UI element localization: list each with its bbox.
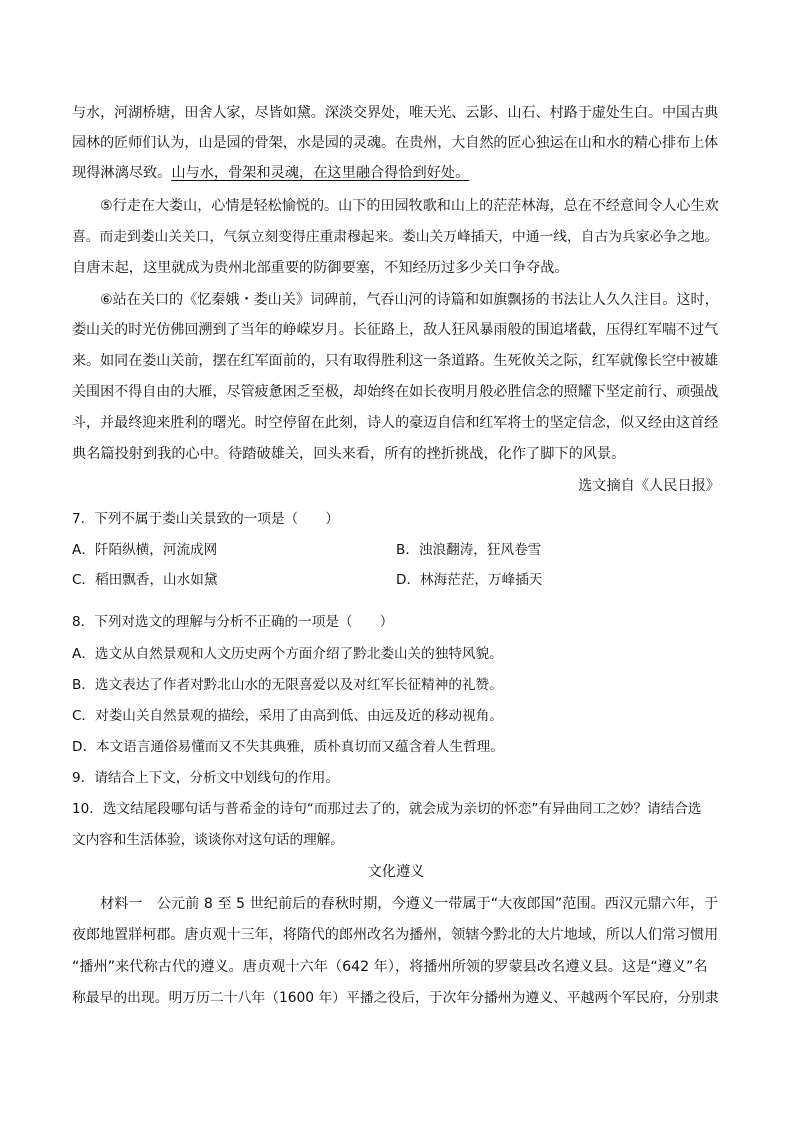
source-attribution: 选文摘自《人民日报》	[578, 478, 720, 494]
passage-line	[72, 163, 469, 183]
material-1-line: 称最早的出现。明万历二十八年（1600 年）平播之役后，于次年分播州为遵义、平越两个军民府，分别隶	[72, 990, 719, 1006]
question-8-option-d: D．本文语言通俗易懂而又不失其典雅，质朴真切而又蕴含着人生哲理。	[72, 739, 504, 755]
section-title: 文化遵义	[367, 864, 425, 880]
question-8-option-a: A．选文从自然景观和人文历史两个方面介绍了黔北娄山关的独特风貌。	[72, 646, 503, 662]
paragraph-5-line: 自唐末起，这里就成为贵州北部重要的防御要塞，不知经历过多少关口争夺战。	[72, 260, 569, 276]
paragraph-6-line: 关围困不得自由的大雁，尽管疲惫困乏至极，却始终在如长夜明月般必胜信念的照耀下坚定前行、顽强战	[72, 384, 719, 400]
question-8-option-b: B．选文表达了作者对黔北山水的无限喜爱以及对红军长征精神的礼赞。	[72, 677, 503, 693]
paragraph-5-line: 喜。而走到娄山关关口，气氛立刻变得庄重肃穆起来。娄山关万峰插天，中通一线，自古为兵家必争之地。	[72, 229, 719, 245]
question-7-option-a: A．阡陌纵横，河流成网	[72, 542, 218, 558]
passage-line-text: 现得淋漓尽致。	[72, 165, 172, 181]
paragraph-6-line: 娄山关的时光仿佛回溯到了当年的峥嵘岁月。长征路上，敌人狂风暴雨般的围追堵截，压得红军喘不过气	[72, 322, 719, 338]
question-9-stem: 9．请结合上下文，分析文中划线句的作用。	[72, 770, 339, 786]
paragraph-6-line: ⑥站在关口的《忆秦娥・娄山关》词碑前，气吞山河的诗篇和如旗飘扬的书法让人久久注目。这时，	[100, 292, 719, 308]
passage-line: 与水，河湖桥塘，田舍人家，尽皆如黛。深淡交界处，唯天光、云影、山石、村路于虚处生白。中国古典	[72, 105, 719, 121]
question-7-option-c: C．稻田飘香，山水如黛	[72, 572, 218, 588]
question-7-stem: 7．下列不属于娄山关景致的一项是（ ）	[72, 511, 339, 527]
paragraph-5-line: ⑤行走在大娄山，心情是轻松愉悦的。山下的田园牧歌和山上的茫茫林海，总在不经意间令人心生欢	[100, 198, 719, 214]
material-1-line: 材料一 公元前 8 至 5 世纪前后的春秋时期，今遵义一带属于“大夜郎国”范围。西汉元鼎六年，于	[100, 896, 719, 912]
question-8-option-c: C．对娄山关自然景观的描绘，采用了由高到低、由远及近的移动视角。	[72, 708, 503, 724]
question-7-option-b: B．浊浪翻涛，狂风卷雪	[396, 542, 542, 558]
question-10-line: 10．选文结尾段哪句话与普希金的诗句“而那过去了的，就会成为亲切的怀恋”有异曲同工之妙？请结合选	[72, 801, 702, 817]
underlined-sentence: 山与水，骨架和灵魂，在这里融合得恰到好处。	[171, 165, 470, 181]
question-8-stem: 8．下列对选文的理解与分析不正确的一项是（ ）	[72, 614, 394, 630]
material-1-line: 夜郎地置牂柯郡。唐贞观十三年，将隋代的郎州改名为播州，领辖今黔北的大片地域，所以人们常习惯用	[72, 927, 719, 943]
question-7-option-d: D．林海茫茫，万峰插天	[396, 572, 543, 588]
paragraph-6-line: 典名篇投射到我的心中。待踏破雄关，回头来看，所有的挫折挑战，化作了脚下的风景。	[72, 446, 626, 462]
paragraph-6-line: 斗，并最终迎来胜利的曙光。时空停留在此刻，诗人的豪迈自信和红军将士的坚定信念，似又经由这首经	[72, 415, 719, 431]
passage-line: 园林的匠师们认为，山是园的骨架，水是园的灵魂。在贵州，大自然的匠心独运在山和水的精心排布上体	[72, 135, 719, 151]
question-10-line: 文内容和生活体验，谈谈你对这句话的理解。	[72, 832, 344, 848]
material-1-line: “播州”来代称古代的遵义。唐贞观十六年（642 年），将播州所领的罗蒙县改名遵义县。这是“遵义”名	[72, 959, 708, 975]
paragraph-6-line: 来。如同在娄山关前，摆在红军面前的，只有取得胜利这一条道路。生死攸关之际，红军就像长空中被雄	[72, 353, 719, 369]
